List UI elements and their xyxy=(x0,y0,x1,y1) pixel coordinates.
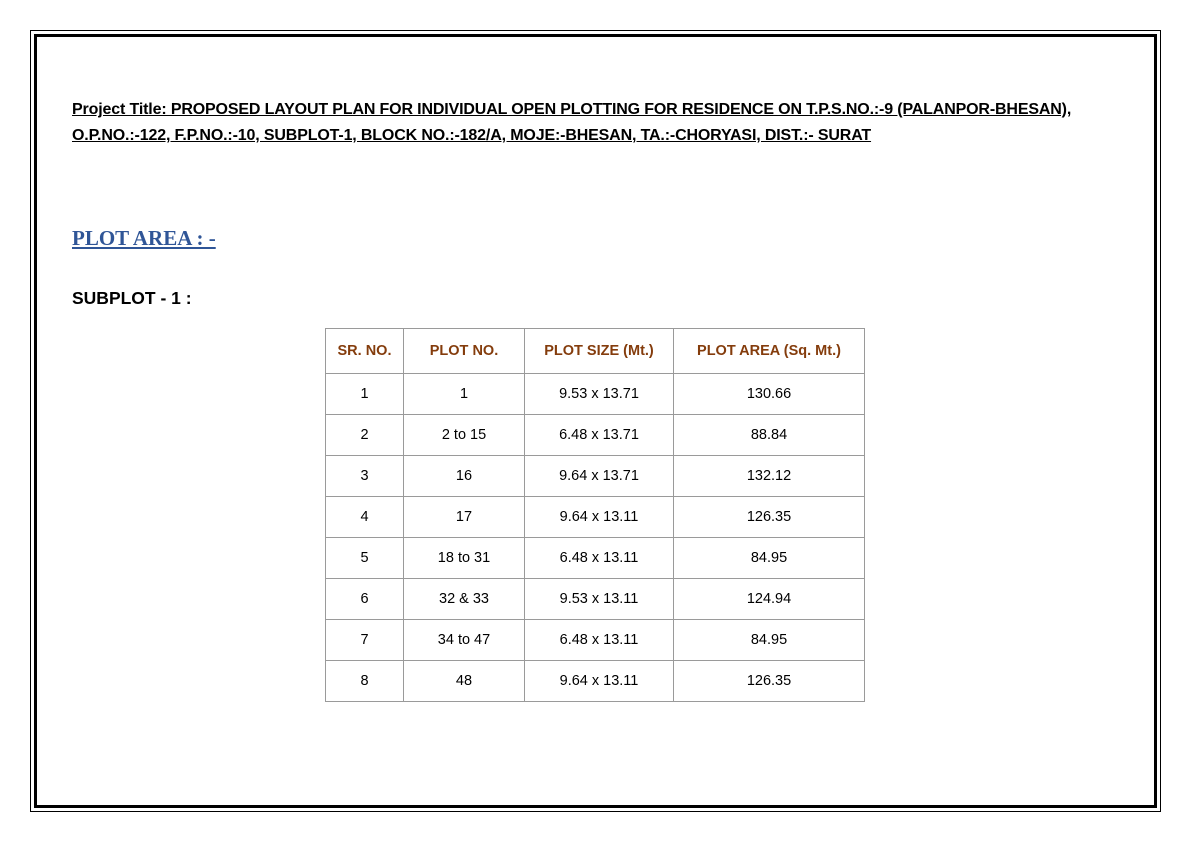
table-row xyxy=(326,374,865,415)
table-row xyxy=(326,620,865,661)
table-header-row xyxy=(326,329,865,374)
column-header-sr-no: SR. NO. xyxy=(326,329,404,374)
cell-plot-size: 9.64 x 13.11 xyxy=(525,497,674,538)
cell-sr-no: 8 xyxy=(326,661,404,702)
cell-plot-no: 16 xyxy=(404,456,525,497)
cell-plot-area: 126.35 xyxy=(674,497,865,538)
plot-area-heading: PLOT AREA : - xyxy=(72,226,216,250)
column-header-plot-no: PLOT NO. xyxy=(404,329,525,374)
table-row xyxy=(326,579,865,620)
table-row xyxy=(326,661,865,702)
cell-plot-size: 9.64 x 13.71 xyxy=(525,456,674,497)
subplot-heading: SUBPLOT - 1 : xyxy=(72,288,192,308)
table-row xyxy=(326,538,865,579)
cell-plot-area: 84.95 xyxy=(674,620,865,661)
cell-plot-area: 132.12 xyxy=(674,456,865,497)
cell-plot-no: 32 & 33 xyxy=(404,579,525,620)
cell-plot-no: 48 xyxy=(404,661,525,702)
cell-plot-area: 126.35 xyxy=(674,661,865,702)
cell-sr-no: 6 xyxy=(326,579,404,620)
cell-plot-no: 2 to 15 xyxy=(404,415,525,456)
cell-plot-area: 124.94 xyxy=(674,579,865,620)
cell-plot-size: 9.53 x 13.11 xyxy=(525,579,674,620)
cell-plot-size: 9.64 x 13.11 xyxy=(525,661,674,702)
table-row xyxy=(326,456,865,497)
cell-sr-no: 5 xyxy=(326,538,404,579)
cell-sr-no: 3 xyxy=(326,456,404,497)
column-header-plot-size: PLOT SIZE (Mt.) xyxy=(525,329,674,374)
cell-sr-no: 1 xyxy=(326,374,404,415)
cell-plot-no: 1 xyxy=(404,374,525,415)
cell-plot-no: 18 to 31 xyxy=(404,538,525,579)
cell-plot-size: 6.48 x 13.71 xyxy=(525,415,674,456)
cell-plot-size: 6.48 x 13.11 xyxy=(525,538,674,579)
cell-plot-no: 17 xyxy=(404,497,525,538)
plot-area-table xyxy=(325,328,865,702)
cell-plot-area: 84.95 xyxy=(674,538,865,579)
project-title: Project Title: PROPOSED LAYOUT PLAN FOR INDIVIDUAL OPEN PLOTTING FOR RESIDENCE ON T.P.S.NO.:-9 (PALANPOR-BHESAN), O.P.NO.:-122, F.P.NO.:-10, SUBPLOT-1, BLOCK NO.:-182/A, MOJE:-BHESAN, TA.:-CHORYASI, DIST.:- SURAT xyxy=(72,101,1072,144)
cell-plot-area: 88.84 xyxy=(674,415,865,456)
cell-plot-size: 6.48 x 13.11 xyxy=(525,620,674,661)
cell-sr-no: 4 xyxy=(326,497,404,538)
column-header-plot-area: PLOT AREA (Sq. Mt.) xyxy=(674,329,865,374)
cell-plot-no: 34 to 47 xyxy=(404,620,525,661)
cell-sr-no: 2 xyxy=(326,415,404,456)
table-row xyxy=(326,497,865,538)
cell-plot-area: 130.66 xyxy=(674,374,865,415)
cell-plot-size: 9.53 x 13.71 xyxy=(525,374,674,415)
cell-sr-no: 7 xyxy=(326,620,404,661)
table-row xyxy=(326,415,865,456)
